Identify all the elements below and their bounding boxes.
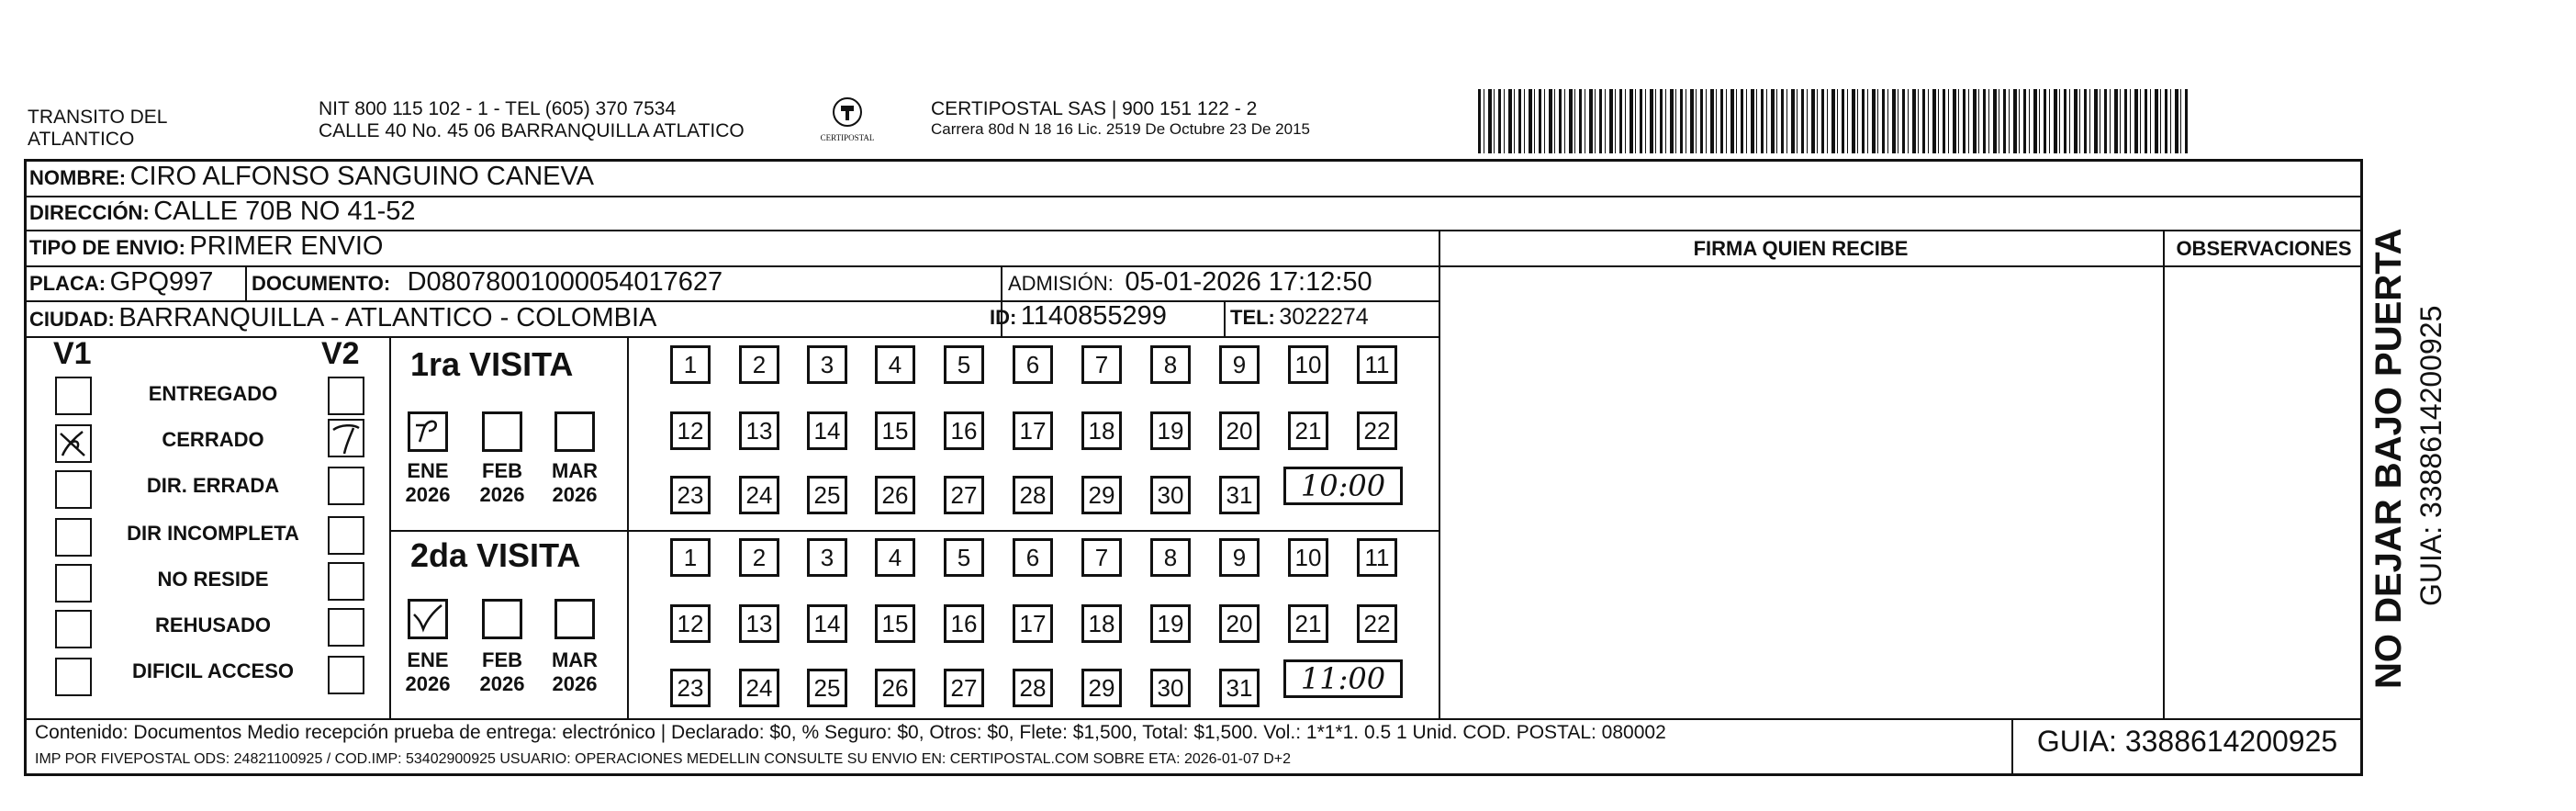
first-visit-day-9[interactable]: 9 [1219,345,1260,384]
admision-label: ADMISIÓN: [1008,272,1114,295]
first-visit-day-15[interactable]: 15 [875,411,915,450]
first-visit-day-30[interactable]: 30 [1150,476,1191,514]
second-visit-day-21[interactable]: 21 [1288,604,1328,643]
month-name: FEB [482,459,522,482]
month-name: FEB [482,648,522,671]
month-year: 2026 [479,483,525,506]
second-visit-day-9[interactable]: 9 [1219,538,1260,577]
v2-checkbox-rehusado[interactable] [328,608,364,647]
first-visit-day-31[interactable]: 31 [1219,476,1260,514]
first-visit-day-11[interactable]: 11 [1357,345,1397,384]
v1-checkbox-dir-errada[interactable] [55,470,92,509]
rule-visit-left [389,336,391,718]
tipo-value: PRIMER ENVIO [189,231,384,261]
direccion-label: DIRECCIÓN: [29,201,150,224]
v2-checkbox-dir-errada[interactable] [328,467,364,505]
placa-label: PLACA: [29,272,106,295]
first-visit-day-20[interactable]: 20 [1219,411,1260,450]
second-visit-day-22[interactable]: 22 [1357,604,1397,643]
side-guia: GUIA: 3388614200925 [2414,305,2447,606]
documento-value: D08078001000054017627 [407,267,723,297]
second-visit-day-7[interactable]: 7 [1081,538,1122,577]
first-visit-day-26[interactable]: 26 [875,476,915,514]
direccion-value: CALLE 70B NO 41-52 [153,197,416,226]
status-entregado: ENTREGADO [148,382,278,405]
second-visit-day-19[interactable]: 19 [1150,604,1191,643]
month-name: ENE [407,459,449,482]
second-visit-day-25[interactable]: 25 [807,669,847,707]
month-name: ENE [407,648,449,671]
second-visit-day-30[interactable]: 30 [1150,669,1191,707]
v2-label: V2 [321,336,360,371]
second-visit-day-8[interactable]: 8 [1150,538,1191,577]
first-visit-month-ene[interactable] [408,411,448,452]
company-line: CERTIPOSTAL SAS | 900 151 122 - 2 [931,98,1258,119]
firma-header: FIRMA QUIEN RECIBE [1693,237,1909,260]
first-visit-day-28[interactable]: 28 [1013,476,1053,514]
month-name: MAR [551,648,599,671]
first-visit-day-29[interactable]: 29 [1081,476,1122,514]
v1-checkbox-cerrado[interactable] [55,424,92,463]
v2-checkbox-cerrado[interactable] [328,419,364,457]
nombre-row [29,162,594,192]
first-visit-month-mar[interactable] [554,411,595,452]
second-visit-day-24[interactable]: 24 [739,669,779,707]
handwritten-mark-icon [410,602,445,636]
placa-value: GPQ997 [109,267,214,297]
second-visit-time-box[interactable]: 11:00 [1283,659,1403,698]
v2-checkbox-dir-incompleta[interactable] [328,516,364,555]
second-visit-day-13[interactable]: 13 [739,604,779,643]
ciudad-label: CIUDAD: [29,308,115,331]
first-visit-day-10[interactable]: 10 [1288,345,1328,384]
observaciones-header: OBSERVACIONES [2176,237,2352,260]
org-contact [319,98,745,142]
month-year: 2026 [552,483,598,506]
tel-label: TEL: [1230,306,1275,329]
first-visit-day-22[interactable]: 22 [1357,411,1397,450]
first-visit-month-label-feb [476,459,528,507]
nit-line: NIT 800 115 102 - 1 - TEL (605) 370 7534 [319,98,677,119]
second-visit-day-27[interactable]: 27 [944,669,984,707]
id-cell [990,301,1167,332]
barcode [1478,89,2190,153]
nombre-value: CIRO ALFONSO SANGUINO CANEVA [129,162,595,191]
rule-tel [1224,300,1226,336]
ciudad-cell [29,303,656,333]
status-cerrado: CERRADO [162,428,264,451]
first-visit-day-1[interactable]: 1 [670,345,711,384]
first-visit-day-4[interactable]: 4 [875,345,915,384]
first-visit-day-13[interactable]: 13 [739,411,779,450]
documento-cell [252,267,722,298]
second-visit-month-mar[interactable] [554,599,595,639]
second-visit-month-label-feb [476,648,528,696]
second-visit-day-1[interactable]: 1 [670,538,711,577]
first-visit-day-18[interactable]: 18 [1081,411,1122,450]
id-label: ID: [990,306,1017,329]
id-value: 1140855299 [1020,301,1167,331]
second-visit-day-20[interactable]: 20 [1219,604,1260,643]
org-name-line2: ATLANTICO [28,129,135,150]
first-visit-day-17[interactable]: 17 [1013,411,1053,450]
second-visit-day-12[interactable]: 12 [670,604,711,643]
second-visit-month-label-ene [402,648,454,696]
second-visit-day-5[interactable]: 5 [944,538,984,577]
second-visit-day-6[interactable]: 6 [1013,538,1053,577]
rule-placa [245,265,247,300]
address-line: CALLE 40 No. 45 06 BARRANQUILLA ATLATICO [319,120,745,141]
first-visit-day-14[interactable]: 14 [807,411,847,450]
second-visit-month-ene[interactable] [408,599,448,639]
v1-checkbox-no-reside[interactable] [55,564,92,603]
rule-obs-left [2163,230,2165,718]
second-visit-day-29[interactable]: 29 [1081,669,1122,707]
ciudad-value: BARRANQUILLA - ATLANTICO - COLOMBIA [118,303,657,332]
rule-col-header [1439,265,2363,267]
month-year: 2026 [552,672,598,695]
first-visit-day-16[interactable]: 16 [944,411,984,450]
company-info [931,98,1310,139]
first-visit-day-6[interactable]: 6 [1013,345,1053,384]
second-visit-title: 2da VISITA [410,536,581,574]
first-visit-month-feb[interactable] [482,411,522,452]
status-dir-errada: DIR. ERRADA [146,474,280,497]
second-visit-day-11[interactable]: 11 [1357,538,1397,577]
second-visit-day-15[interactable]: 15 [875,604,915,643]
second-visit-day-18[interactable]: 18 [1081,604,1122,643]
second-visit-day-17[interactable]: 17 [1013,604,1053,643]
direccion-row [29,197,416,227]
rule-calendar-left [627,336,629,718]
rule-visit-split [389,530,1439,532]
first-visit-day-5[interactable]: 5 [944,345,984,384]
logo-text: CERTIPOSTAL [820,133,875,142]
second-visit-day-28[interactable]: 28 [1013,669,1053,707]
admision-cell [1008,267,1372,298]
first-visit-day-27[interactable]: 27 [944,476,984,514]
tel-value: 3022274 [1279,304,1369,330]
second-visit-day-16[interactable]: 16 [944,604,984,643]
first-visit-day-24[interactable]: 24 [739,476,779,514]
second-visit-day-3[interactable]: 3 [807,538,847,577]
second-visit-day-2[interactable]: 2 [739,538,779,577]
org-name [28,107,167,151]
second-visit-day-10[interactable]: 10 [1288,538,1328,577]
first-visit-day-3[interactable]: 3 [807,345,847,384]
admision-value: 05-01-2026 17:12:50 [1125,267,1372,297]
status-dificil-acceso: DIFICIL ACCESO [131,659,294,682]
side-warning: NO DEJAR BAJO PUERTA [2369,228,2409,689]
imp-line: IMP POR FIVEPOSTAL ODS: 24821100925 / COD.IMP: 53402900925 USUARIO: OPERACIONES MEDELLIN CONSULTE SU ENVIO EN: CERTIPOSTAL.COM SOBRE ETA: 2026-01-07 D+2 [35,751,1292,767]
first-visit-day-8[interactable]: 8 [1150,345,1191,384]
first-visit-time-box[interactable]: 10:00 [1283,467,1403,505]
v2-checkbox-no-reside[interactable] [328,562,364,601]
handwritten-mark-icon [410,414,445,449]
v1-checkbox-dificil-acceso[interactable] [55,658,92,696]
status-rehusado: REHUSADO [155,614,271,636]
v1-label: V1 [53,336,92,371]
month-year: 2026 [405,483,451,506]
placa-cell [29,267,213,298]
month-year: 2026 [405,672,451,695]
status-dir-incompleta: DIR INCOMPLETA [127,522,299,545]
first-visit-day-12[interactable]: 12 [670,411,711,450]
v1-checkbox-dir-incompleta[interactable] [55,518,92,557]
v2-checkbox-entregado[interactable] [328,377,364,415]
first-visit-day-25[interactable]: 25 [807,476,847,514]
month-year: 2026 [479,672,525,695]
v1-checkbox-rehusado[interactable] [55,610,92,648]
v1-checkbox-entregado[interactable] [55,377,92,415]
contenido-line: Contenido: Documentos Medio recepción prueba de entrega: electrónico | Declarado: $0, % Seguro: $0, Otros: $0, Flete: $1,500, Total: $1,500. Vol.: 1*1*1. 0.5 1 Unid. COD. POSTAL: 080002 [35,722,1666,743]
first-visit-title: 1ra VISITA [410,345,574,383]
first-visit-month-label-mar [549,459,600,507]
status-no-reside: NO RESIDE [157,568,269,591]
first-visit-month-label-ene [402,459,454,507]
month-name: MAR [551,459,599,482]
rule-5 [24,336,1439,338]
first-visit-day-21[interactable]: 21 [1288,411,1328,450]
guia-footer: GUIA: 3388614200925 [2036,725,2338,758]
handwritten-mark-icon [330,421,363,456]
first-visit-day-19[interactable]: 19 [1150,411,1191,450]
second-visit-day-31[interactable]: 31 [1219,669,1260,707]
second-visit-day-23[interactable]: 23 [670,669,711,707]
second-visit-day-14[interactable]: 14 [807,604,847,643]
second-visit-day-4[interactable]: 4 [875,538,915,577]
tipo-row [29,231,383,262]
first-visit-day-7[interactable]: 7 [1081,345,1122,384]
second-visit-month-feb[interactable] [482,599,522,639]
tel-cell [1230,304,1369,331]
certipostal-logo [820,96,875,142]
logo-icon [831,96,864,129]
company-sub: Carrera 80d N 18 16 Lic. 2519 De Octubre 23 De 2015 [931,120,1310,138]
first-visit-day-23[interactable]: 23 [670,476,711,514]
rule-4 [24,300,1439,302]
tipo-label: TIPO DE ENVIO: [29,236,185,259]
documento-label: DOCUMENTO: [252,272,391,295]
v2-checkbox-dificil-acceso[interactable] [328,656,364,694]
first-visit-day-2[interactable]: 2 [739,345,779,384]
handwritten-mark-icon [57,426,90,461]
second-visit-month-label-mar [549,648,600,696]
nombre-label: NOMBRE: [29,166,127,189]
second-visit-day-26[interactable]: 26 [875,669,915,707]
org-name-line1: TRANSITO DEL [28,107,168,128]
rule-firma-left [1439,230,1440,718]
